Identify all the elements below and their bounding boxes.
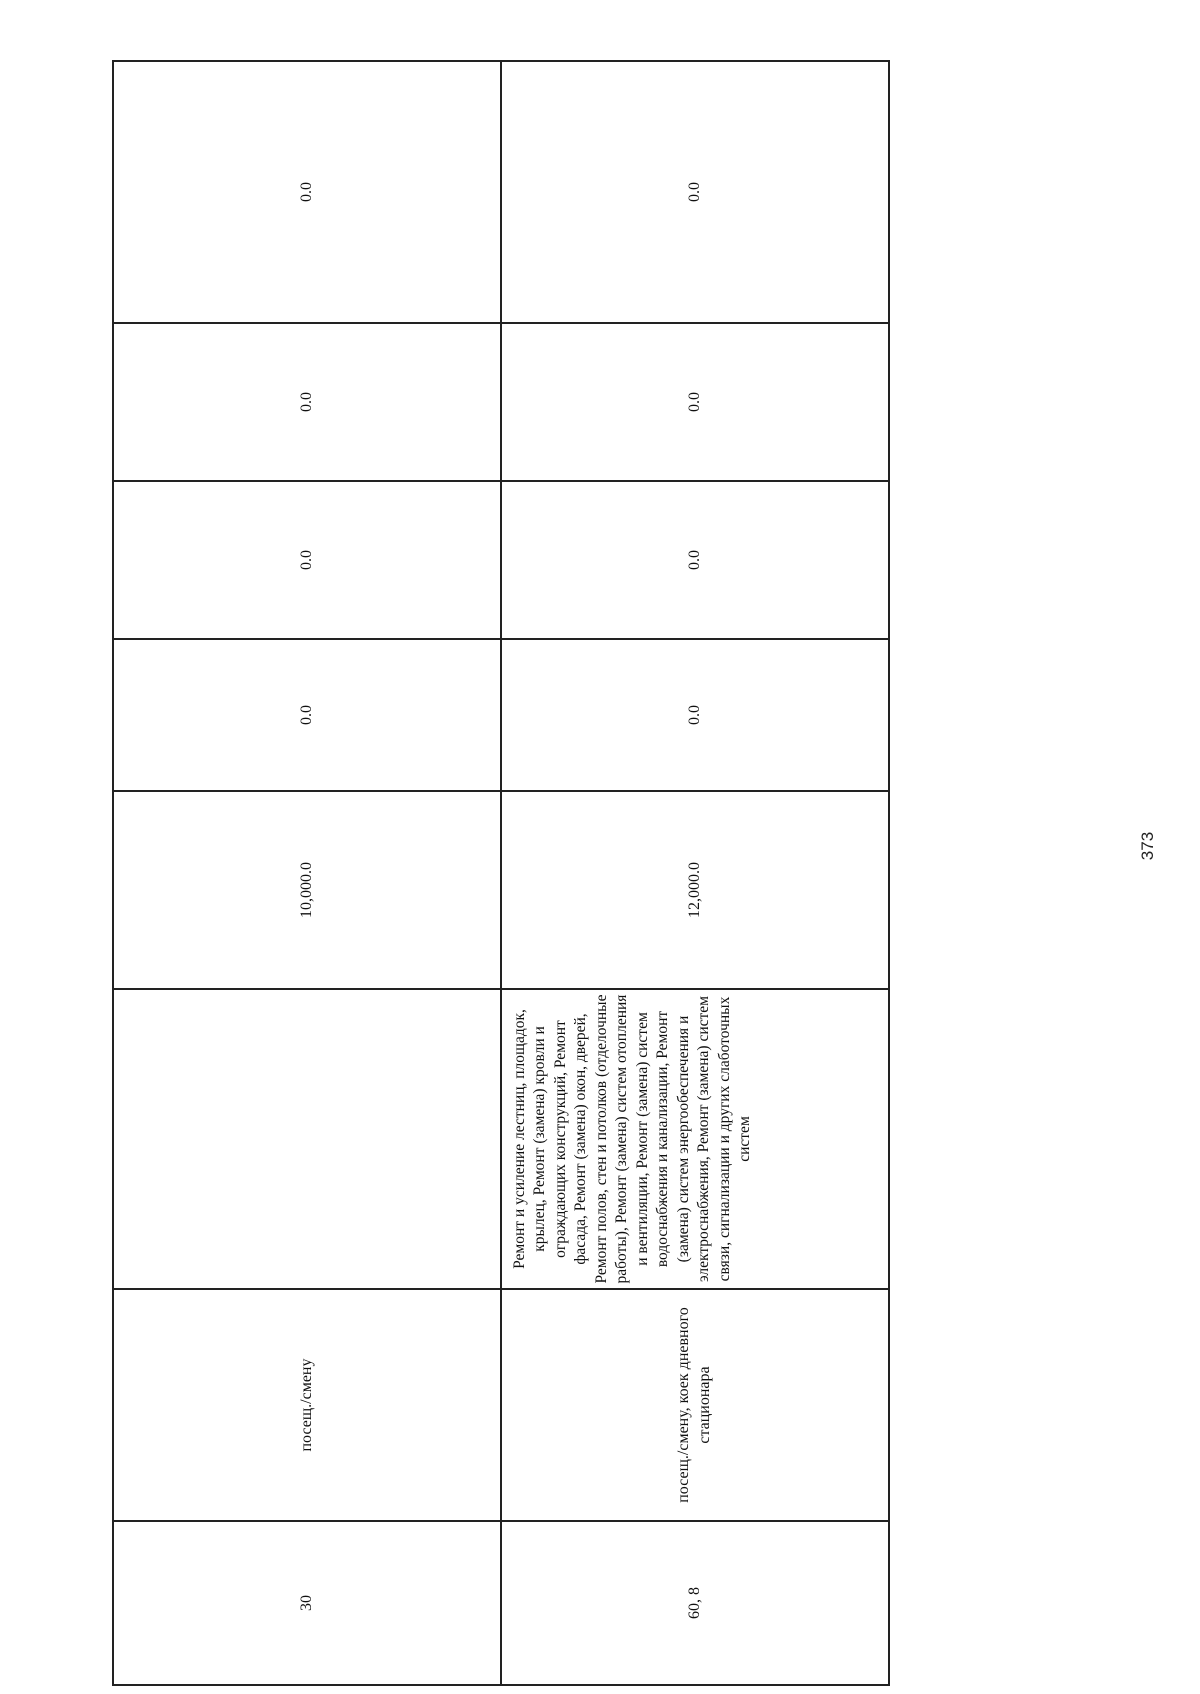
value-cell: 0.0 <box>113 639 501 791</box>
value-cell: 0.0 <box>501 323 889 481</box>
value-cell: 0.0 <box>501 61 889 323</box>
value-cell: 12,000.0 <box>501 791 889 989</box>
unit-cell: посещ./смену, коек дневного стационара <box>501 1289 889 1521</box>
works-cell <box>113 989 501 1289</box>
value-cell: 0.0 <box>501 481 889 639</box>
capacity-cell: 30 <box>113 1521 501 1685</box>
value-cell: 0.0 <box>501 639 889 791</box>
rotated-table-wrapper <box>112 62 888 1686</box>
table-row <box>501 61 889 1685</box>
value-cell: 0.0 <box>113 323 501 481</box>
table-row <box>113 61 501 1685</box>
value-cell: 10,000.0 <box>113 791 501 989</box>
capacity-cell: 60, 8 <box>501 1521 889 1685</box>
unit-cell: посещ./смену <box>113 1289 501 1521</box>
works-cell: Ремонт и усиление лестниц, площадок, крылец, Ремонт (замена) кровли и ограждающих конструкций, Ремонт фасада, Ремонт (замена) окон, дверей, Ремонт полов, стен и потолков (отделочные работы), Ремонт (замена) систем отопления и вентиляции, Ремонт (замена) систем водоснабжения и канализации, Ремонт (замена) систем энергообеспечения и электроснабжения, Ремонт (замена) систем связи, сигнализации и других слаботочных систем <box>501 989 889 1289</box>
data-table <box>112 60 890 1686</box>
value-cell: 0.0 <box>113 61 501 323</box>
page-number: 373 <box>1138 831 1157 861</box>
value-cell: 0.0 <box>113 481 501 639</box>
